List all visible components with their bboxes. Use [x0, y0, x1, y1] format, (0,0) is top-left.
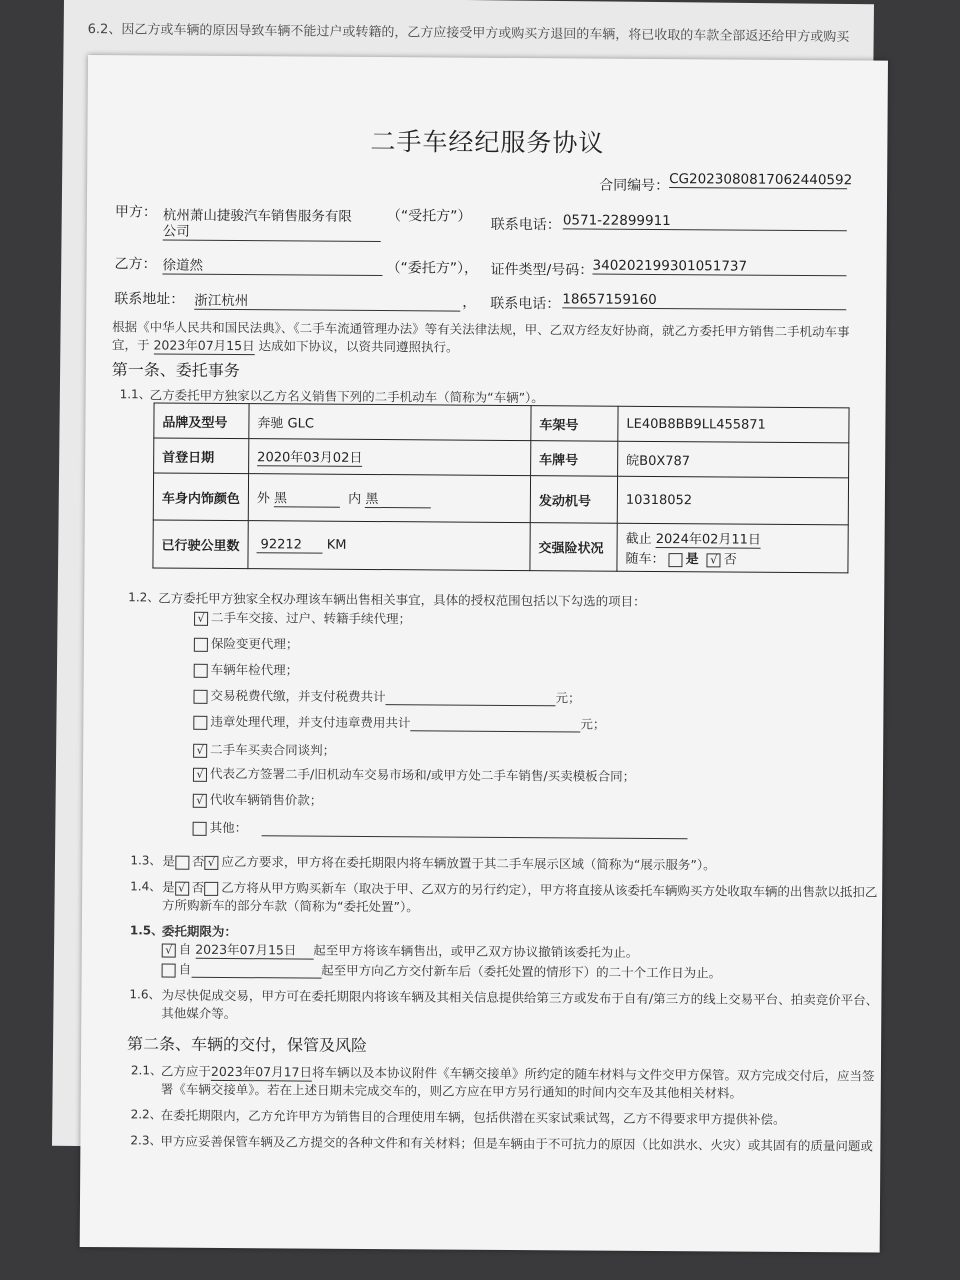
clause-1-1-text: 乙方委托甲方独家以乙方名义销售下列的二手机动车（简称为“车辆”）。	[149, 387, 544, 406]
term-option-1-date: 2023年07月15日	[195, 940, 313, 960]
mileage-label: 已行驶公里数	[153, 520, 248, 569]
brand-value: 奔驰 GLC	[249, 404, 531, 441]
insurance-label: 交强险状况	[530, 523, 617, 572]
clause-1-6-line1: 为尽快促成交易，甲方可在委托期限内将该车辆及其相关信息提供给第三方或发布于自有/第三方的线上交易平台、拍卖竞价平台、	[161, 987, 879, 1008]
address-label: 联系地址：	[114, 291, 185, 308]
brand-label: 品牌及型号	[154, 403, 249, 439]
color-label: 车身内饰颜色	[153, 473, 248, 521]
insurance-until-label: 截止	[625, 531, 652, 547]
clause-1-5-heading: 委托期限为：	[161, 923, 237, 940]
clause-1-5-number: 1.5、	[129, 923, 164, 938]
with-car-label: 随车：	[625, 551, 665, 568]
plate-label: 车牌号	[531, 441, 618, 477]
clause-2-2-number: 2.2、	[130, 1107, 162, 1122]
intro-line1: 根据《中华人民共和国民法典》、《二手车流通管理办法》等有关法律法规，甲、乙双方经友好协商，就乙方委托甲方销售二手机动车事	[112, 319, 850, 340]
clause-2-1-text1: 将车辆以及本协议附件《车辆交接单》所约定的随车材料与文件交甲方保管。双方完成交付后，应当签	[311, 1064, 875, 1084]
exterior-color: 黑	[274, 487, 340, 507]
clause-1-3-yes-label: 是	[162, 853, 175, 869]
option-transfer-label: 二手车交接、过户、转籍手续代理；	[211, 609, 412, 627]
clause-2-3-number: 2.3、	[130, 1133, 162, 1148]
option-collect-payment-checkbox[interactable]: √	[193, 793, 207, 807]
color-cell	[248, 474, 530, 523]
intro-line2	[112, 335, 459, 356]
option-transfer-checkbox[interactable]: √	[194, 611, 208, 625]
party-b-label: 乙方：	[114, 256, 157, 273]
clause-1-1-number: 1.1、	[119, 387, 151, 402]
option-negotiation	[193, 740, 335, 759]
option-negotiation-label: 二手车买卖合同谈判；	[210, 741, 336, 758]
option-negotiation-checkbox[interactable]: √	[193, 743, 207, 757]
term-option-1-text: 起至甲方将该车辆售出，或甲乙双方协议撤销该委托为止。	[313, 942, 639, 960]
party-b-phone-label: 联系电话：	[490, 295, 561, 313]
party-a-label: 甲方：	[114, 204, 157, 221]
address: 浙江杭州	[194, 289, 460, 312]
party-a-phone-label: 联系电话：	[490, 216, 561, 234]
vehicle-info-table	[152, 402, 849, 573]
option-other	[193, 818, 688, 839]
option-other-checkbox[interactable]	[193, 821, 207, 835]
clause-1-3-yes-checkbox[interactable]	[175, 855, 189, 869]
clause-1-6-number: 1.6、	[129, 987, 161, 1002]
option-tax-checkbox[interactable]	[193, 689, 207, 703]
option-collect-payment-label: 代收车辆销售价款；	[209, 791, 323, 808]
clause-1-3-text: 应乙方要求，甲方将在委托期限内将车辆放置于其二手车展示区域（简称为“展示服务”）。	[221, 853, 716, 873]
party-b-name: 徐道然	[162, 254, 382, 277]
clause-1-4-number: 1.4、	[130, 879, 162, 894]
option-tax-blank[interactable]	[385, 690, 555, 706]
clause-2-1-number: 2.1、	[130, 1063, 163, 1078]
with-car-yes-label: 是	[685, 552, 699, 568]
mileage-value: 92212	[257, 537, 323, 553]
option-collect-payment	[193, 790, 323, 809]
option-violation	[193, 712, 605, 733]
vin-value: LE40B8BB9LL455871	[618, 406, 849, 443]
clause-1-4-line2: 方所购新车的部分车款（简称为“委托处置”）。	[162, 897, 419, 915]
reg-date-cell	[249, 439, 531, 476]
term-option-1-checkbox[interactable]: √	[162, 943, 176, 957]
clause-1-4-text1: 乙方将从甲方购买新车（取决于甲、乙双方的另行约定），甲方将直接从该委托车辆购买方处收取车辆的出售款以抵扣乙	[221, 879, 878, 900]
option-violation-checkbox[interactable]	[193, 715, 207, 729]
option-sign-contract	[193, 764, 635, 785]
id-number: 340202199301051737	[592, 258, 846, 277]
clause-1-4-no-label: 否	[191, 879, 205, 895]
option-violation-blank[interactable]	[410, 716, 580, 732]
term-option-2	[162, 960, 722, 982]
section2-heading: 第二条、车辆的交付，保管及风险	[127, 1034, 368, 1055]
term-option-2-checkbox[interactable]	[162, 963, 176, 977]
clause-1-4-yes-checkbox[interactable]: √	[175, 881, 189, 895]
term-option-2-from-label: 自	[178, 961, 192, 977]
option-violation-unit: 元；	[580, 716, 606, 732]
option-tax-label: 交易税费代缴，并支付税费共计	[210, 687, 386, 705]
clause-1-6-line2: 其他媒介等。	[161, 1005, 237, 1022]
clause-1-2-text: 乙方委托甲方独家全权办理该车辆出售相关事宜，具体的授权范围包括以下勾选的项目：	[158, 590, 646, 609]
insurance-cell	[617, 523, 848, 573]
clause-1-2-number: 1.2、	[128, 590, 160, 605]
clause-2-2-text: 在委托期限内，乙方允许甲方为销售目的合理使用车辆，包括供潜在买家试乘试驾，乙方不得要求甲方提供补偿。	[160, 1107, 786, 1127]
intro-suffix: 达成如下协议，以资共同遵照执行。	[258, 338, 459, 355]
table-row	[154, 438, 849, 478]
clause-1-3-number: 1.3、	[130, 853, 162, 868]
term-option-1	[162, 940, 639, 962]
clause-1-3-line	[162, 852, 715, 874]
option-insurance-label: 保险变更代理；	[210, 635, 299, 652]
table-row	[153, 473, 848, 525]
option-tax	[193, 686, 580, 707]
clause-1-4-yes-label: 是	[162, 879, 175, 895]
interior-color: 黑	[365, 488, 431, 508]
option-tax-unit: 元；	[555, 690, 581, 706]
option-other-blank[interactable]	[261, 821, 687, 839]
party-a-name-line1: 杭州萧山捷骏汽车销售服务有限	[162, 207, 352, 225]
clause-2-1-prefix: 乙方应于	[160, 1063, 211, 1079]
option-sign-contract-checkbox[interactable]: √	[193, 767, 207, 781]
intro-date: 2023年07月15日	[153, 337, 255, 354]
option-transfer	[194, 608, 411, 628]
mileage-cell	[248, 521, 530, 571]
contract-no-label: 合同编号：	[599, 177, 670, 195]
option-insurance-checkbox[interactable]	[194, 637, 208, 651]
table-row	[153, 520, 848, 573]
party-b-role: （“委托方”），	[386, 260, 479, 277]
party-a-name-line2: 公司	[163, 220, 381, 243]
contract-no: CG2023080817062440592	[669, 171, 853, 189]
document-title: 二手车经纪服务协议	[370, 126, 605, 158]
clause-1-3-no-checkbox[interactable]: √	[204, 855, 218, 869]
engine-label: 发动机号	[530, 476, 617, 524]
option-other-label: 其他：	[209, 819, 248, 836]
party-a-phone: 0571-22899911	[563, 212, 847, 231]
engine-value: 10318052	[617, 476, 848, 525]
intro-prefix: 宜，于	[111, 337, 150, 353]
option-inspection	[194, 660, 299, 679]
clause-2-1-line2: 署《车辆交接单》。若在上述日期未完成交车的，则乙方应在甲方另行通知的时间内交车及其他相关材料。	[160, 1081, 743, 1101]
option-inspection-checkbox[interactable]	[194, 663, 208, 677]
clause-1-4-no-checkbox[interactable]	[204, 881, 218, 895]
with-car-no-label: 否	[723, 552, 737, 568]
option-inspection-label: 车辆年检代理；	[210, 661, 299, 678]
term-option-1-from-label: 自	[178, 941, 192, 957]
with-car-yes-checkbox[interactable]	[669, 553, 683, 567]
reg-date-label: 首登日期	[154, 438, 249, 474]
clause-2-1-date: 2023年07月17日	[210, 1063, 313, 1080]
insurance-until-date: 2024年02月11日	[656, 528, 761, 549]
id-label: 证件类型/号码：	[490, 261, 594, 279]
table-row	[154, 403, 849, 443]
background-page-text: 6.2、因乙方或车辆的原因导致车辆不能过户或转籍的，乙方应接受甲方或购买方退回的车辆，将已收取的车款全部返还给甲方或购买	[87, 22, 850, 46]
mileage-unit: KM	[326, 537, 347, 553]
contract-page	[80, 55, 888, 1253]
section1-heading: 第一条、委托事务	[111, 360, 240, 381]
option-sign-contract-label: 代表乙方签署二手/旧机动车交易市场和/或甲方处二手车销售/买卖模板合同；	[209, 765, 636, 784]
term-option-2-date-blank[interactable]	[191, 964, 321, 979]
address-comma: ，	[462, 294, 477, 311]
option-insurance	[194, 634, 299, 653]
plate-value: 皖B0X787	[618, 441, 849, 478]
with-car-no-checkbox[interactable]: √	[707, 553, 721, 567]
reg-date-value: 2020年03月02日	[257, 446, 362, 467]
vin-label: 车架号	[531, 406, 618, 442]
term-option-2-text: 起至甲方向乙方交付新车后（委托处置的情形下）的二十个工作日为止。	[321, 962, 722, 981]
option-violation-label: 违章处理代理，并支付违章费用共计	[210, 713, 411, 731]
exterior-label: 外	[256, 491, 270, 507]
party-a-role: （“受托方”）	[386, 208, 472, 225]
party-b-phone: 18657159160	[562, 291, 846, 310]
interior-label: 内	[348, 491, 362, 507]
clause-2-3-text: 甲方应妥善保管车辆及乙方提交的各种文件和有关材料；但是车辆由于不可抗力的原因（比如洪水、火灾）或其固有的质量问题或	[160, 1133, 873, 1154]
clause-1-3-no-label: 否	[191, 853, 205, 869]
